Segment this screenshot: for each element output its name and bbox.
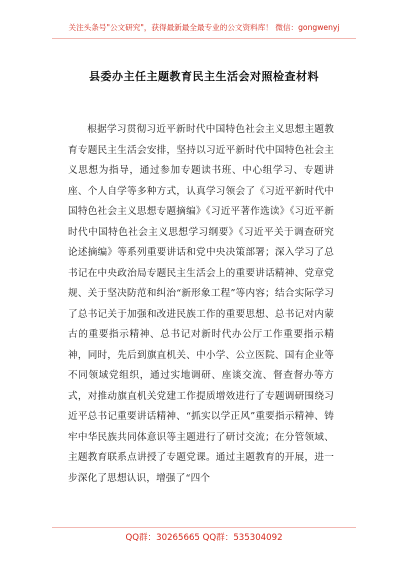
footer-divider <box>52 527 356 528</box>
document-body <box>68 120 334 489</box>
footer-contact: QQ群：30265665 QQ群：535304092 <box>125 533 283 543</box>
header-divider <box>52 38 356 39</box>
header-banner: 关注头条号"公文研究"，获得最新最全最专业的公文资料库！ 微信：gongwenyj <box>68 23 340 32</box>
document-title: 县委办主任主题教育民主生活会对照检查材料 <box>89 70 319 83</box>
body-paragraph: 根据学习贯彻习近平新时代中国特色社会主义思想主题教育专题民主生活会安排，坚持以习近平新时代中国特色社会主义思想为指导，通过参加专题读书班、中心组学习、专题讲座、个人自学等多种方式，认真学习领会了《习近平新时代中国特色社会主义思想专题摘编》《习近平著作选读》《习近平新时代中国特色社会主义思想学习纲要》《习近平关于调查研究论述摘编》等系列重要讲话和党中央决策部署；深入学习了总书记在中央政治局专题民主生活会上的重要讲话精神、党章党规、关于坚决防范和纠治“新形象工程”等内容；结合实际学习了总书记关于加强和改进民族工作的重要思想、总书记对内蒙古的重要指示精神、总书记对新时代办公厅工作重要指示精神，同时，先后到旗直机关、中小学、公立医院、国有企业等不同领域党组织，通过实地调研、座谈交流、督查督办等方式，对推动旗直机关党建工作提质增效进行了专题调研围绕习近平总书记重要讲话精神、“抓实以学正风”重要指示精神、铸牢中华民族共同体意识等主题进行了研讨交流；在分管领域、主题教育联系点讲授了专题党课。通过主题教育的开展，进一步深化了思想认识，增强了“四个 <box>68 124 334 484</box>
